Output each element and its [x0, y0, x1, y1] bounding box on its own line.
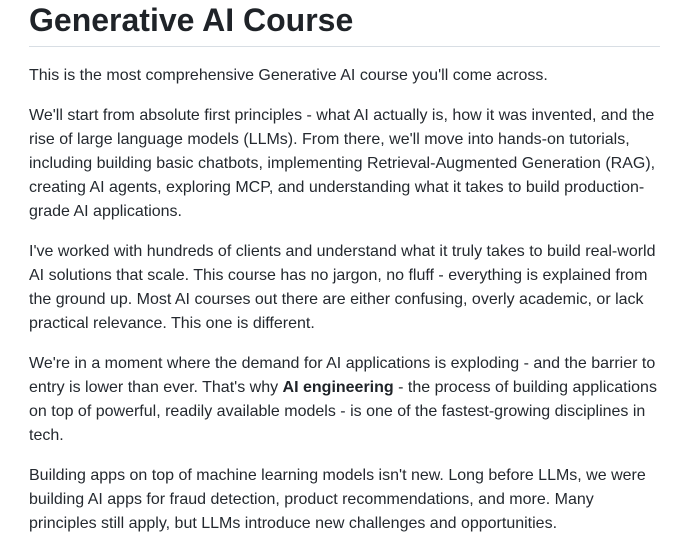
paragraph-curriculum: We'll start from absolute first principles - what AI actually is, how it was invented, and the rise of large language models (LLMs). From there, we'll move into hands-on tutorials, including building basic chatbots, implementing Retrieval-Augmented Generation (RAG), creating AI agents, exploring MCP, and understanding what it takes to build production-grade AI applications. [29, 107, 656, 220]
page-title: Generative AI Course [29, 0, 660, 47]
paragraph-ai-engineering-after: - the process of building applications on top of powerful, readily available models - is one of the fastest-growing disciplines in tech. [29, 379, 657, 444]
article-content [29, 0, 660, 552]
paragraph-ai-engineering [29, 352, 660, 448]
paragraph-ml-history: Building apps on top of machine learning models isn't new. Long before LLMs, we were building AI apps for fraud detection, product recommendations, and more. Many principles still apply, but LLMs introduce new challenges and opportunities. [29, 467, 646, 532]
ai-engineering-bold: AI engineering [282, 379, 394, 396]
paragraph-experience: I've worked with hundreds of clients and understand what it truly takes to build real-world AI solutions that scale. This course has no jargon, no fluff - everything is explained from the ground up. Most AI courses out there are either confusing, overly academic, or lack practical relevance. This one is different. [29, 243, 656, 332]
paragraph-intro: This is the most comprehensive Generative AI course you'll come across. [29, 67, 548, 84]
paragraph-ai-engineering-before: We're in a moment where the demand for AI applications is exploding - and the barrier to entry is lower than ever. That's why [29, 355, 656, 396]
